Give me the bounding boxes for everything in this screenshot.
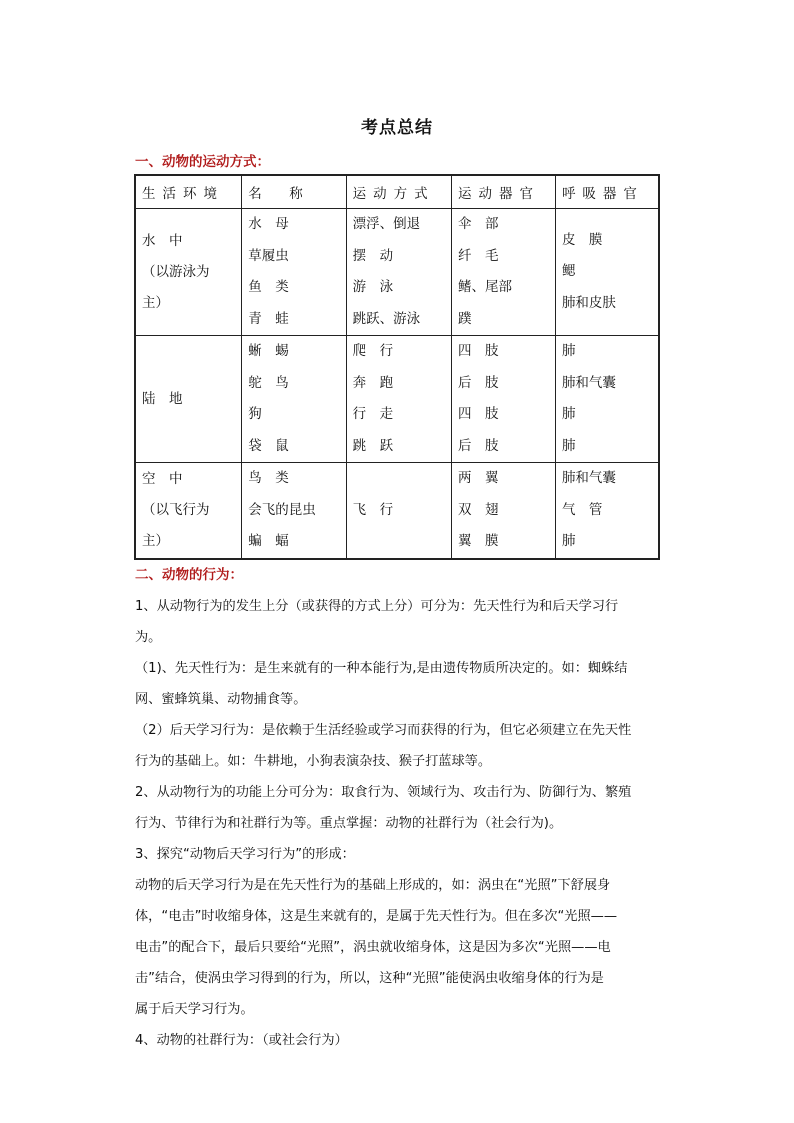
text-line: 属于后天学习行为。	[135, 1002, 254, 1017]
header-cell: 生活环境	[135, 175, 242, 209]
organs-cell	[451, 463, 555, 559]
cell-line: 陆 地	[142, 390, 183, 407]
cell-line: 跳 跃	[352, 437, 394, 454]
paragraph	[135, 777, 660, 839]
cell-line: 肺和气囊	[561, 374, 616, 391]
table-row	[135, 209, 659, 336]
cell-line: 纤 毛	[457, 247, 499, 264]
cell-line: 爬 行	[352, 343, 394, 359]
cell-line: 水 中	[142, 232, 183, 249]
cell-line: 伞 部	[457, 216, 499, 232]
cell-line: 气 管	[561, 501, 603, 518]
cell-line: 肺	[561, 343, 576, 359]
header-cell: 名 称	[242, 175, 346, 209]
cell-line: 鳃	[561, 263, 576, 280]
paragraph	[135, 839, 660, 870]
cell-line: 行 走	[352, 406, 394, 422]
names-cell	[242, 209, 346, 336]
cell-line: 肺	[561, 406, 576, 422]
cell-line: 双 翅	[457, 501, 499, 518]
header-cell: 运动方式	[346, 175, 451, 209]
text-line: 1、从动物行为的发生上分（或获得的方式上分）可分为：先天性行为和后天学习行	[135, 599, 619, 614]
header-cell: 运动器官	[451, 175, 555, 209]
cell-line: 蜥 蜴	[248, 343, 289, 359]
cell-line: 奔 跑	[352, 374, 394, 391]
paragraph	[135, 1025, 660, 1056]
cell-line: 肺和皮肤	[561, 294, 616, 311]
cell-line: 草履虫	[248, 247, 289, 264]
cell-line: 主）	[142, 532, 169, 549]
organs-cell	[451, 336, 555, 463]
text-line: 行为、节律行为和社群行为等。重点掌握：动物的社群行为（社会行为)。	[135, 816, 563, 831]
paragraph	[135, 870, 660, 1025]
header-cell: 呼吸器官	[555, 175, 659, 209]
cell-line: 空 中	[142, 470, 183, 487]
cell-line: 两 翼	[457, 470, 499, 486]
cell-line: 飞 行	[352, 501, 394, 518]
table-row	[135, 463, 659, 559]
env-cell	[135, 336, 242, 463]
cell-line: 肺	[561, 533, 576, 549]
cell-line: 鸟 类	[248, 470, 289, 486]
text-line: 3、探究“动物后天学习行为”的形成：	[135, 847, 355, 862]
cell-line: 摆 动	[352, 247, 394, 264]
cell-line: 鸵 鸟	[248, 374, 289, 391]
movement-cell	[346, 209, 451, 336]
cell-line: 游 泳	[352, 279, 394, 295]
paragraph	[135, 715, 660, 777]
breathing-cell	[555, 336, 659, 463]
cell-line: 肺和气囊	[561, 470, 616, 486]
cell-line: 四 肢	[457, 343, 499, 359]
cell-line: 会飞的昆虫	[248, 501, 316, 518]
movement-cell	[346, 463, 451, 559]
paragraph	[135, 653, 660, 715]
text-line: 行为的基础上。如：牛耕地，小狗表演杂技、猴子打蓝球等。	[135, 754, 492, 769]
cell-line: 鱼 类	[248, 279, 289, 295]
env-cell	[135, 463, 242, 559]
cell-line: 青 蛙	[248, 310, 289, 327]
cell-line: 跳跃、游泳	[352, 310, 421, 327]
text-line: 击”结合，使涡虫学习得到的行为，所以，这种“光照”能使涡虫收缩身体的行为是	[135, 971, 604, 986]
page-title: 考点总结	[361, 118, 433, 138]
text-line: （1)、先天性行为：是生来就有的一种本能行为,是由遗传物质所决定的。如：蜘蛛结	[135, 661, 628, 676]
cell-line: 蹼	[457, 310, 472, 327]
cell-line: 翼 膜	[457, 533, 499, 549]
names-cell	[242, 336, 346, 463]
cell-line: 漂浮、倒退	[352, 216, 421, 232]
text-line: 网、蜜蜂筑巢、动物捕食等。	[135, 692, 307, 707]
text-line: 为。	[135, 630, 162, 645]
cell-line: 皮 膜	[561, 231, 603, 248]
cell-line: 狗	[248, 406, 262, 422]
cell-line: 水 母	[248, 216, 289, 232]
text-line: 动物的后天学习行为是在先天性行为的基础上形成的，如：涡虫在“光照”下舒展身	[135, 878, 611, 893]
cell-line: （以游泳为	[142, 263, 210, 280]
text-line: 体，“电击”时收缩身体，这是生来就有的，是属于先天性行为。但在多次“光照——	[135, 909, 618, 924]
cell-line: 主）	[142, 294, 169, 311]
movement-cell	[346, 336, 451, 463]
text-line: （2）后天学习行为：是依赖于生活经验或学习而获得的行为，但它必须建立在先天性	[135, 723, 632, 738]
cell-line: 后 肢	[457, 437, 499, 454]
breathing-cell	[555, 463, 659, 559]
cell-line: 后 肢	[457, 374, 499, 391]
table-row	[135, 336, 659, 463]
cell-line: （以飞行为	[142, 501, 210, 518]
cell-line: 蝙 蝠	[248, 533, 289, 549]
section-heading-movement: 一、动物的运动方式：	[135, 154, 270, 170]
names-cell	[242, 463, 346, 559]
cell-line: 四 肢	[457, 406, 499, 422]
movement-summary-table	[134, 174, 660, 560]
breathing-cell	[555, 209, 659, 336]
text-line: 2、从动物行为的功能上分可分为：取食行为、领域行为、攻击行为、防御行为、繁殖	[135, 785, 632, 800]
text-line: 电击”的配合下，最后只要给“光照”，涡虫就收缩身体，这是因为多次“光照——电	[135, 940, 611, 955]
table-header-row	[135, 175, 659, 209]
env-cell	[135, 209, 242, 336]
cell-line: 鳍、尾部	[457, 279, 512, 295]
cell-line: 袋 鼠	[248, 437, 289, 454]
organs-cell	[451, 209, 555, 336]
paragraph	[135, 591, 660, 653]
cell-line: 肺	[561, 437, 576, 454]
text-line: 4、动物的社群行为：（或社会行为）	[135, 1033, 348, 1048]
section-heading-behavior: 二、动物的行为：	[135, 567, 243, 583]
